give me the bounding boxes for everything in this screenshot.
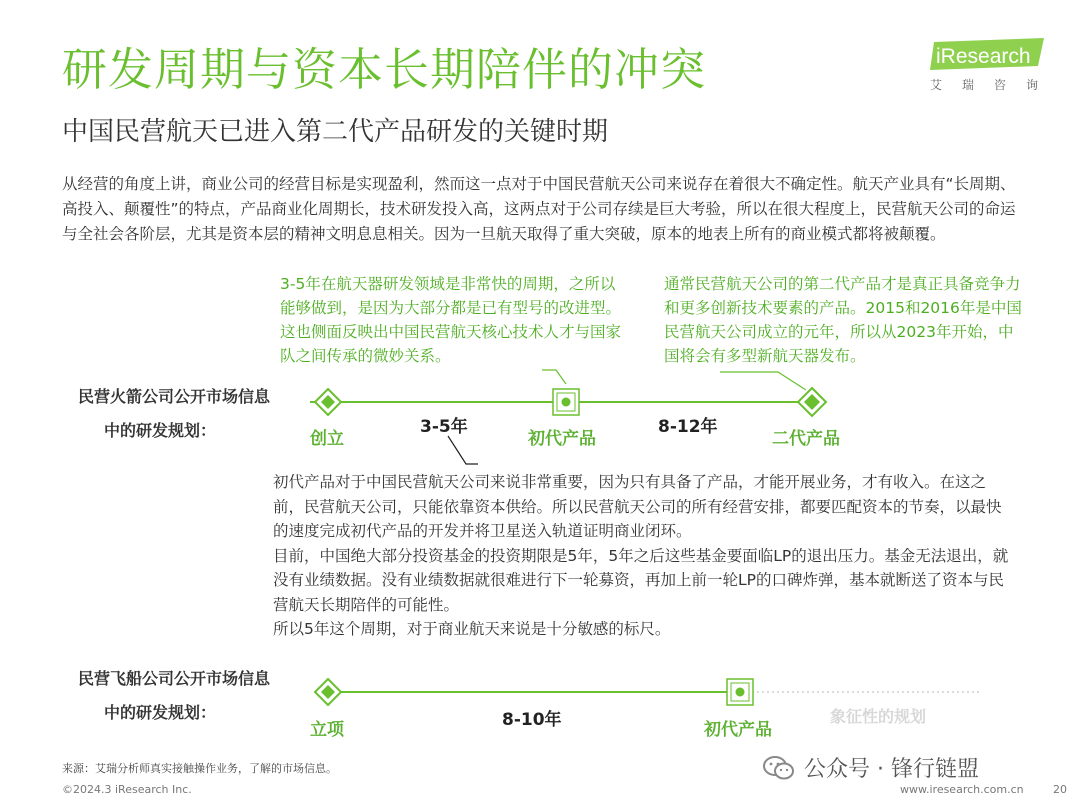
- page-subtitle: 中国民营航天已进入第二代产品研发的关键时期: [62, 117, 609, 147]
- copyright: ©2024.3 iResearch Inc.: [62, 783, 192, 796]
- rocket-timeline-label: [40, 380, 270, 448]
- source-note: 来源：艾瑞分析师真实接触操作业务，了解的市场信息。: [62, 762, 337, 775]
- rocket-node-first-product: [553, 389, 579, 415]
- rocket-stage-second-product: 二代产品: [772, 429, 840, 449]
- duration-connector: [448, 436, 478, 464]
- spacecraft-label-line2: 中的研发规划：: [103, 703, 216, 722]
- logo-text: iResearch: [936, 45, 1031, 68]
- spacecraft-timeline-label: [40, 662, 270, 730]
- middle-paragraphs: [273, 470, 1013, 642]
- spacecraft-symbolic-plan: 象征性的规划: [830, 707, 927, 726]
- logo-tagline: 艾瑞咨询: [930, 78, 1059, 92]
- middle-paragraph: 目前，中国绝大部分投资基金的投资期限是5年，5年之后这些基金要面临LP的退出压力。基金无法退出，就没有业绩数据。没有业绩数据就很难进行下一轮募资，再加上前一轮LP的口碑炸弹，基本就断送了资本与民营航天长期陪伴的可能性。: [273, 546, 1009, 614]
- callout-right-connector: [720, 372, 806, 390]
- callout-right: 通常民营航天公司的第二代产品才是真正具备竞争力和更多创新技术要素的产品。2015和2016年是中国民营航天公司成立的元年，所以从2023年开始，中国将会有多型新航天器发布。: [664, 275, 1022, 365]
- rocket-stage-first-product: 初代产品: [528, 429, 596, 449]
- page-title: 研发周期与资本长期陪伴的冲突: [62, 43, 707, 96]
- spacecraft-label-line1: 民营飞船公司公开市场信息: [77, 669, 270, 688]
- callout-left: 3-5年在航天器研发领域是非常快的周期，之所以能够做到，是因为大部分都是已有型号的改进型。这也侧面反映出中国民营航天核心技术人才与国家队之间传承的微妙关系。: [280, 275, 622, 365]
- website[interactable]: www.iresearch.com.cn: [900, 783, 1024, 796]
- middle-paragraph: 初代产品对于中国民营航天公司来说非常重要，因为只有具备了产品，才能开展业务，才有收入。在这之前，民营航天公司，只能依靠资本供给。所以民营航天公司的所有经营安排，都要匹配资本的节奏，以最快的速度完成初代产品的开发并将卫星送入轨道证明商业闭环。: [273, 473, 1002, 540]
- rocket-label-line2: 中的研发规划：: [103, 421, 216, 440]
- rocket-node-second-product: [798, 388, 826, 416]
- page-number: 20: [1053, 783, 1067, 796]
- spacecraft-node-first-product: [727, 679, 753, 705]
- rocket-stage-founding: 创立: [310, 429, 344, 449]
- rocket-duration-1: 3-5年: [420, 417, 468, 437]
- rocket-duration-2: 8-12年: [658, 417, 718, 437]
- rocket-node-founding: [315, 389, 341, 415]
- wechat-watermark: [762, 752, 979, 783]
- spacecraft-stage-first-product: 初代产品: [704, 720, 772, 740]
- spacecraft-node-project: [315, 679, 341, 705]
- middle-paragraph: 所以5年这个周期，对于商业航天来说是十分敏感的标尺。: [273, 620, 671, 638]
- rocket-label-line1: 民营火箭公司公开市场信息: [77, 387, 270, 406]
- intro-paragraph: 从经营的角度上讲，商业公司的经营目标是实现盈利，然而这一点对于中国民营航天公司来说存在着很大不确定性。航天产业具有“长周期、高投入、颠覆性”的特点，产品商业化周期长，技术研发投入高，这两点对于公司存续是巨大考验，所以在很大程度上，民营航天公司的命运与全社会各阶层，尤其是资本层的精神文明息息相关。因为一旦航天取得了重大突破，原本的地表上所有的商业模式都将被颠覆。: [62, 175, 1016, 243]
- wechat-icon: [762, 755, 796, 781]
- spacecraft-duration: 8-10年: [502, 710, 562, 730]
- callout-left-connector: [542, 370, 566, 384]
- spacecraft-stage-project: 立项: [310, 720, 344, 740]
- wechat-account: 公众号 · 锋行链盟: [804, 757, 979, 782]
